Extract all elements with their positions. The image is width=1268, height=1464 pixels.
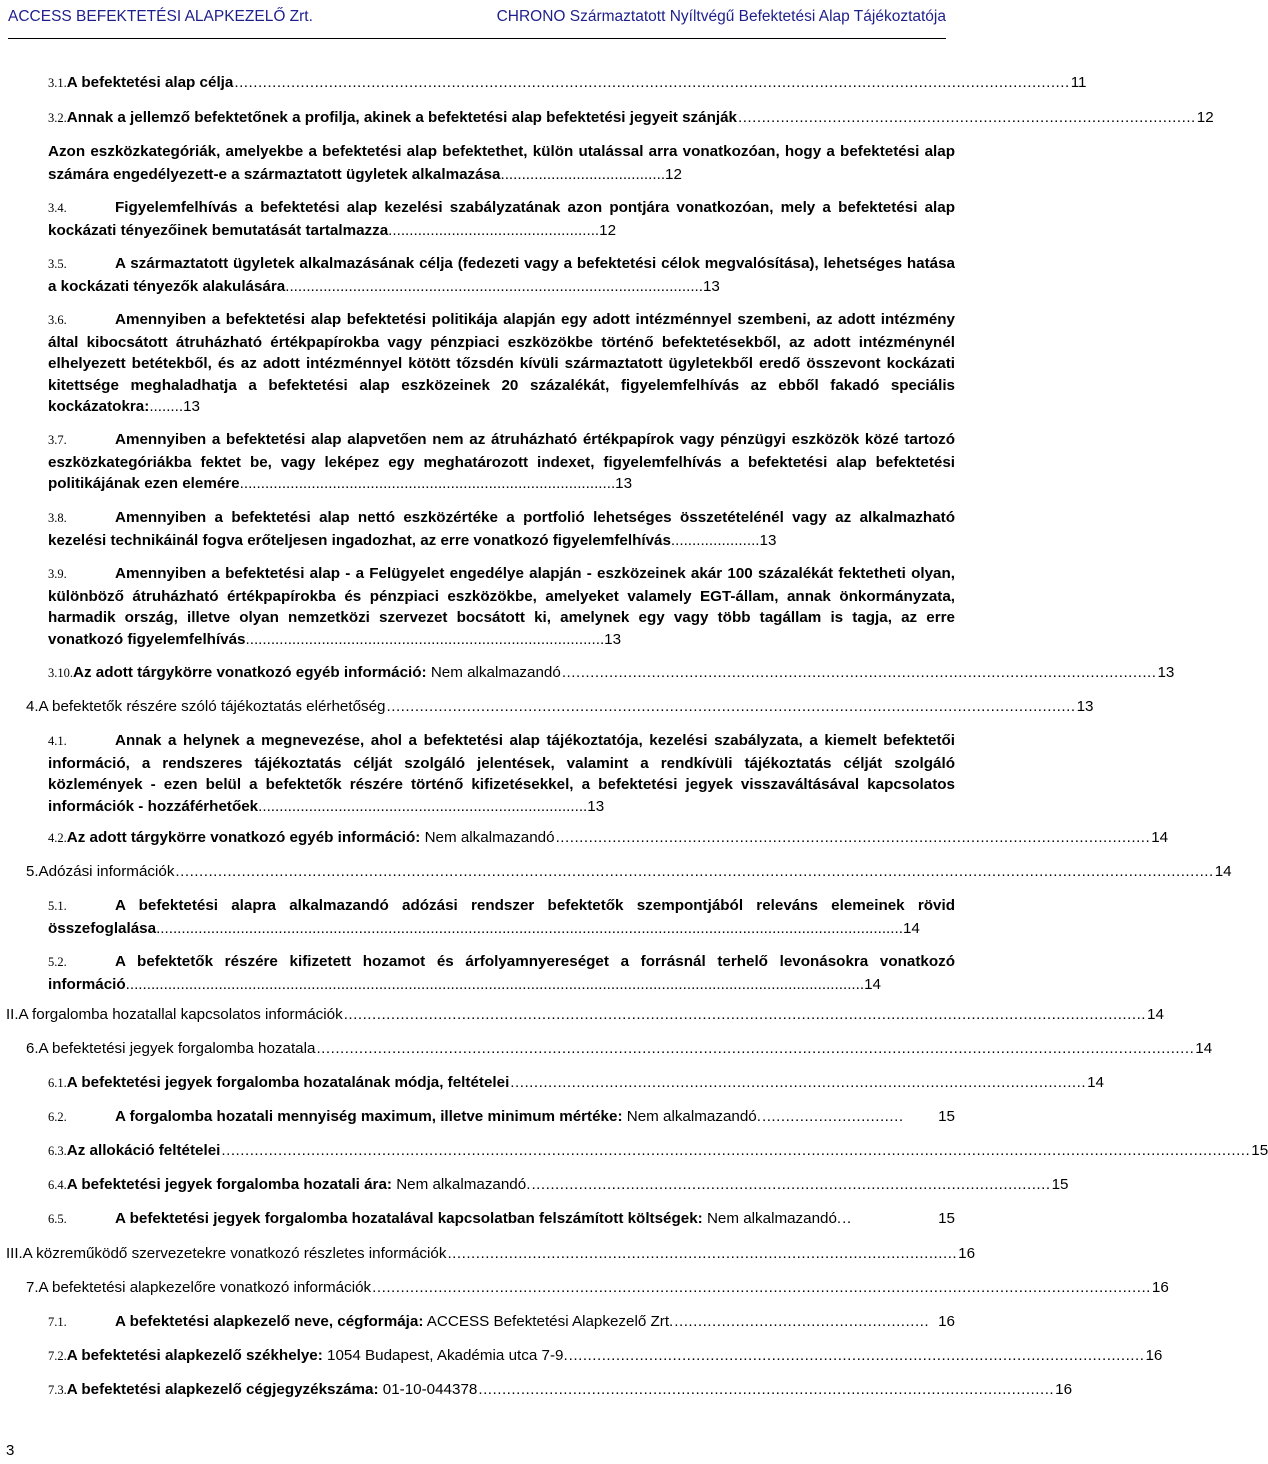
toc-page: 15 xyxy=(1051,1176,1069,1193)
toc-number: 3.4. xyxy=(48,201,67,215)
toc-entry[interactable]: 3.8. Amennyiben a befektetési alap nettó eszközértéke a portfolió lehetséges összetételénél vagy az alkalmazható kezelési technikáinál fogva erőteljesen ingadozhat, az erre vonatkozó figyelemfelhívás.....................13 xyxy=(48,509,955,549)
toc-page: 12 xyxy=(599,221,617,239)
toc-number: 6.1. xyxy=(48,1076,67,1090)
toc-title: Annak a helynek a megnevezése, ahol a befektetési alap tájékoztatója, kezelési szabályzata, a kiemelt befektetői információ, a rendszeres tájékoztatás célját szolgáló jelentések, valamint a rendkívüli tájékoztatás célját szolgáló közlemények - ezen belül a befektetők részére történő kifizetésekkel, a befektetési jegyek visszaváltásával kapcsolatos információk - hozzáférhetőek xyxy=(48,732,955,815)
dot-leader: .......................................................................................................................................................................... xyxy=(343,1006,1147,1023)
dot-leader: .............................................................................................................. xyxy=(531,1176,1051,1193)
toc-page: 16 xyxy=(1145,1347,1163,1364)
toc-page: 16 xyxy=(1151,1279,1169,1296)
toc-entry[interactable]: 3.7. Amennyiben a befektetési alap alapvetően nem az átruházható értékpapírok vagy pénzügyi eszközök közé tartozó eszközkategóriákba fektet be, vagy leképez egy meghatározott indexet, figyelemfelhívás a befektetési alap befektetési politikájának ezen elemére.........................................................................................13 xyxy=(48,431,955,492)
toc-title: A befektetők részére szóló tájékoztatás elérhetőség xyxy=(38,698,386,715)
toc-title-value: Nem alkalmazandó xyxy=(426,664,561,681)
toc-entry[interactable]: 3.6. Amennyiben a befektetési alap befektetési politikája alapján egy adott intézménnyel szembeni, az adott intézmény által kibocsátott átruházható értékpapírokba vagy pénzpiaci eszközökbe történő befektetésekből, az adott intézménynél elhelyezett betétekből, és az adott intézménnyel kötött tőzsdén kívüli származtatott ügyletekből eredő összevont kockázati kitettsége meghaladhatja a befektetési alap eszközeinek 20 százalékát, figyelemfelhívás az ebből fakadó speciális kockázatokra:........13 xyxy=(48,311,955,415)
toc-entry[interactable] xyxy=(48,1174,1069,1197)
toc-title: Azon eszközkategóriák, amelyekbe a befektetési alap befektethet, külön utalással arra vonatkozóan, hogy a befektetési alap számára engedélyezett-e a származtatott ügyletek alkalmazása xyxy=(48,143,955,183)
toc-number: III. xyxy=(6,1245,23,1262)
toc-number: 3.5. xyxy=(48,257,67,271)
toc-entry[interactable] xyxy=(48,1311,955,1334)
toc-number: 6.4. xyxy=(48,1178,67,1192)
toc-page: 15 xyxy=(1251,1142,1268,1159)
toc-number: 3.1. xyxy=(48,76,67,90)
toc-number: 5.1. xyxy=(48,899,67,913)
toc-page: 16 xyxy=(1055,1381,1073,1398)
toc-page: 15 xyxy=(938,1108,955,1125)
toc-number: 6.2. xyxy=(48,1110,67,1124)
toc-title: A befektetők részére kifizetett hozamot és árfolyamnyereséget a forrásnál terhelő levonásokra vonatkozó információ xyxy=(48,953,955,993)
toc-title: A közreműködő szervezetekre vonatkozó részletes információk xyxy=(22,1245,447,1262)
toc-title: A befektetési alapkezelőre vonatkozó információk xyxy=(38,1279,372,1296)
dot-leader: ................................................................................................. xyxy=(737,109,1196,126)
toc-page: 14 xyxy=(902,919,920,937)
toc-title: A származtatott ügyletek alkalmazásának célja (fedezeti vagy a befektetési célok megvalósítása), lehetséges hatása a kockázati tényezők alakulására xyxy=(48,255,955,295)
toc-entry[interactable] xyxy=(6,1243,976,1265)
toc-number: 6.5. xyxy=(48,1212,67,1226)
page-header xyxy=(8,8,946,39)
toc-entry[interactable] xyxy=(48,1140,1268,1163)
dot-leader: .. xyxy=(842,1210,852,1227)
toc-number: 4. xyxy=(26,698,39,715)
header-company: ACCESS BEFEKTETÉSI ALAPKEZELŐ Zrt. xyxy=(8,8,313,25)
toc-page: 14 xyxy=(1195,1040,1213,1057)
toc-entry[interactable] xyxy=(48,1345,1163,1368)
toc-title: A befektetési alapkezelő neve, cégformája: xyxy=(115,1313,424,1330)
toc-page: 13 xyxy=(615,475,633,492)
toc-number xyxy=(0,142,48,164)
toc-page: 15 xyxy=(938,1210,955,1227)
dot-leader: ................................................................................................................................................................................. xyxy=(234,74,1070,91)
dot-leader: .......................................................................................................................... xyxy=(510,1074,1087,1091)
toc-page: 14 xyxy=(864,975,881,993)
toc-entry[interactable]: 3.5. A származtatott ügyletek alkalmazásának célja (fedezeti vagy a befektetési célok megvalósítása), lehetséges hatása a kockázati tényezők alakulására...................................................................................................13 xyxy=(48,255,955,295)
toc-title: A befektetési alap célja xyxy=(66,74,234,91)
toc-title: A befektetési alapkezelő székhelye: xyxy=(66,1347,323,1364)
toc-title: A befektetési jegyek forgalomba hozatali ára: xyxy=(66,1176,392,1193)
header-document-title: CHRONO Származtatott Nyíltvégű Befektetési Alap Tájékoztatója xyxy=(496,8,946,25)
toc-page: 14 xyxy=(1214,863,1232,880)
toc-page: 14 xyxy=(1151,829,1169,846)
toc-entry[interactable] xyxy=(48,72,1087,95)
toc-title: A befektetési alapkezelő cégjegyzékszáma: xyxy=(66,1381,379,1398)
toc-number: 4.2. xyxy=(48,831,67,845)
toc-title: Amennyiben a befektetési alap alapvetően nem az átruházható értékpapírok vagy pénzügyi eszközök közé tartozó eszközkategóriákba fektet be, vagy leképez egy meghatározott indexet, figyelemfelhívás a befektetési alap befektetési politikájának ezen elemére xyxy=(48,431,955,492)
toc-page: 16 xyxy=(958,1245,976,1262)
toc-entry[interactable] xyxy=(48,662,1175,685)
toc-page: 13 xyxy=(1157,664,1175,681)
toc-title-value: Nem alkalmazandó. xyxy=(622,1108,761,1125)
toc-page: 13 xyxy=(183,398,200,415)
dot-leader: .............................................................................................................................. xyxy=(561,664,1157,681)
toc-number: 3.7. xyxy=(48,433,67,447)
toc-number: 3.2. xyxy=(48,111,67,125)
toc-entry[interactable]: 4.1. Annak a helynek a megnevezése, ahol a befektetési alap tájékoztatója, kezelési szabályzata, a kiemelt befektetői információ, a rendszeres tájékoztatás célját szolgáló jelentések, valamint a rendkívüli tájékoztatás célját szolgáló közlemények - ezen belül a befektetők részére történő kifizetésekkel, a befektetési jegyek visszaváltásával kapcsolatos információk - hozzáférhetőek..............................................................................13 xyxy=(48,732,955,815)
toc-entry[interactable]: Azon eszközkategóriák, amelyekbe a befektetési alap befektethet, külön utalással arra vonatkozóan, hogy a befektetési alap számára engedélyezett-e a származtatott ügyletek alkalmazása.......................................12 xyxy=(48,141,955,185)
toc-title: Amennyiben a befektetési alap - a Felügyelet engedélye alapján - eszközeinek akár 100 százalékát fektetheti olyan, különböző átruházható értékpapírokba és pénzpiaci eszközökbe, amelyeket valamely EGT-állam, annak önkormányzata, harmadik ország, illetve olyan nemzetközi szervezet bocsátott ki, amelynek egy vagy több tagállam is tagja, az erre vonatkozó figyelemfelhívás xyxy=(48,565,955,648)
dot-leader: ...................................................... xyxy=(674,1313,930,1330)
toc-page: 14 xyxy=(1087,1074,1104,1091)
toc-number: 6. xyxy=(26,1040,39,1057)
toc-title-value: ACCESS Befektetési Alapkezelő Zrt. xyxy=(423,1313,674,1330)
dot-leader: .......................................................................................................................................................................................................................... xyxy=(221,1142,1251,1159)
toc-page: 13 xyxy=(587,797,605,815)
toc-entry[interactable] xyxy=(48,107,1214,130)
page-number: 3 xyxy=(6,1442,15,1459)
toc-entry[interactable]: 3.9. Amennyiben a befektetési alap - a Felügyelet engedélye alapján - eszközeinek akár 100 százalékát fektetheti olyan, különböző átruházható értékpapírokba és pénzpiaci eszközökbe, amelyeket valamely EGT-állam, annak önkormányzata, harmadik ország, illetve olyan nemzetközi szervezet bocsátott ki, amelynek egy vagy több tagállam is tagja, az erre vonatkozó figyelemfelhívás.....................................................................................13 xyxy=(48,565,955,648)
toc-title: Az allokáció feltételei xyxy=(66,1142,221,1159)
toc-number: 5.2. xyxy=(48,955,67,969)
toc-number: 6.3. xyxy=(48,1144,67,1158)
toc-number: 4.1. xyxy=(48,734,67,748)
toc-number: 7. xyxy=(26,1279,39,1296)
toc-number: 7.2. xyxy=(48,1349,67,1363)
toc-entry[interactable]: 3.4. Figyelemfelhívás a befektetési alap kezelési szabályzatának azon pontjára vonatkozóan, mely a befektetési alap kockázati tényezőinek bemutatását tartalmazza..................................................12 xyxy=(48,199,955,239)
toc-title: Annak a jellemző befektetőnek a profilja, akinek a befektetési alap befektetési jegyeit szánják xyxy=(66,109,737,126)
toc-title-value: Nem alkalmazandó xyxy=(420,829,555,846)
toc-page: 12 xyxy=(1196,109,1214,126)
toc-title: Amennyiben a befektetési alap nettó eszközértéke a portfolió lehetséges összetételénél vagy az alkalmazható kezelési technikáinál fogva erőteljesen ingadozhat, az erre vonatkozó figyelemfelhívás xyxy=(48,509,955,549)
toc-entry[interactable] xyxy=(48,1208,955,1231)
toc-number: 3.6. xyxy=(48,313,67,327)
toc-entry[interactable] xyxy=(48,1072,1104,1095)
toc-title: Az adott tárgykörre vonatkozó egyéb információ: xyxy=(66,829,421,846)
toc-title: Az adott tárgykörre vonatkozó egyéb információ: xyxy=(73,664,427,681)
toc-number: II. xyxy=(6,1006,19,1023)
toc-title: A forgalomba hozatallal kapcsolatos információk xyxy=(18,1006,343,1023)
toc-title: Adózási információk xyxy=(38,863,175,880)
toc-entry[interactable] xyxy=(26,861,1232,883)
toc-title: A forgalomba hozatali mennyiség maximum, illetve minimum mértéke: xyxy=(115,1108,623,1125)
dot-leader: .......................................................................................................................... xyxy=(568,1347,1145,1364)
toc-entry[interactable] xyxy=(48,1379,1073,1402)
toc-title: A befektetési jegyek forgalomba hozatalával kapcsolatban felszámított költségek: xyxy=(115,1210,703,1227)
toc-entry[interactable] xyxy=(26,1038,1213,1060)
toc-title: Amennyiben a befektetési alap befektetési politikája alapján egy adott intézménnyel szembeni, az adott intézmény által kibocsátott átruházható értékpapírokba vagy pénzpiaci eszközökbe történő befektetésekből, az adott intézménynél elhelyezett betétekből, és az adott intézménnyel kötött tőzsdén kívüli származtatott ügyletekből eredő összevont kockázati kitettsége meghaladhatja a befektetési alap eszközeinek 20 százalékát, figyelemfelhívás az ebből fakadó speciális kockázatokra: xyxy=(48,311,955,415)
dot-leader: .................................................................................................................................................. xyxy=(386,698,1076,715)
toc-page: 13 xyxy=(604,630,622,648)
toc-entry[interactable] xyxy=(26,1277,1169,1299)
dot-leader: .............................. xyxy=(761,1108,904,1125)
toc-title: A befektetési jegyek forgalomba hozatala xyxy=(38,1040,316,1057)
dot-leader: ..................................................................................................................................................................... xyxy=(372,1279,1151,1296)
toc-title-value: 1054 Budapest, Akadémia utca 7-9. xyxy=(322,1347,568,1364)
toc-number: 7.3. xyxy=(48,1383,67,1397)
toc-title-value: Nem alkalmazandó. xyxy=(391,1176,531,1193)
dot-leader: ............................................................................................................................................................................................................................ xyxy=(175,863,1214,880)
toc-page: 13 xyxy=(702,277,720,295)
toc-number: 7.1. xyxy=(48,1315,67,1329)
toc-title: A befektetési alapra alkalmazandó adózási rendszer befektetők szempontjából releváns elemeinek rövid összefoglalása xyxy=(48,897,955,937)
toc-number: 3.10. xyxy=(48,666,73,680)
toc-page: 13 xyxy=(1076,698,1094,715)
toc-title: Figyelemfelhívás a befektetési alap kezelési szabályzatának azon pontjára vonatkozóan, mely a befektetési alap kockázati tényezőinek bemutatását tartalmazza xyxy=(48,199,955,239)
toc-number: 3.8. xyxy=(48,511,67,525)
toc-page: 14 xyxy=(1147,1006,1164,1023)
toc-page: 16 xyxy=(938,1313,955,1330)
toc-entry[interactable]: 5.1. A befektetési alapra alkalmazandó adózási rendszer befektetők szempontjából releváns elemeinek rövid összefoglalása.................................................................................................................................................................................14 xyxy=(48,897,955,937)
dot-leader: .......................................................................................................................... xyxy=(478,1381,1055,1398)
toc-entry[interactable] xyxy=(6,1004,1164,1026)
toc-page: 13 xyxy=(759,531,777,549)
toc-entry[interactable] xyxy=(48,827,1169,850)
toc-title: A befektetési jegyek forgalomba hozatalának módja, feltételei xyxy=(66,1074,510,1091)
toc-entry[interactable] xyxy=(26,696,1094,718)
toc-page: 12 xyxy=(665,165,682,183)
toc-page: 11 xyxy=(1070,74,1087,91)
toc-entry[interactable]: 5.2. A befektetők részére kifizetett hozamot és árfolyamnyereséget a forrásnál terhelő levonásokra vonatkozó információ...............................................................................................................................................................................14 xyxy=(48,953,955,993)
toc-title-value: 01-10-044378 xyxy=(378,1381,478,1398)
toc-number: 3.9. xyxy=(48,567,67,581)
toc-title-value: Nem alkalmazandó. xyxy=(702,1210,842,1227)
toc-number: 5. xyxy=(26,863,39,880)
dot-leader: .......................................................................................................................................................................................... xyxy=(316,1040,1195,1057)
dot-leader: ............................................................................................................ xyxy=(447,1245,958,1262)
toc-entry[interactable] xyxy=(48,1106,955,1129)
dot-leader: .............................................................................................................................. xyxy=(555,829,1151,846)
